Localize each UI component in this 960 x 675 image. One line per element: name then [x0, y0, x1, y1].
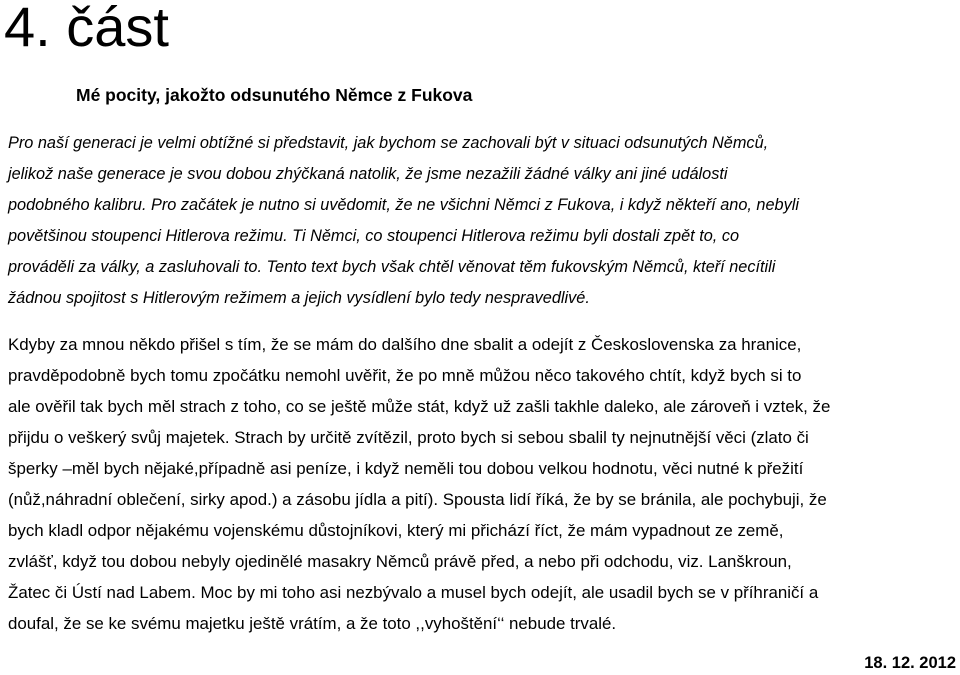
paragraph-line: jelikož naše generace je svou dobou zhýčkaná natolik, že jsme nezažili žádné války ani jiné události	[8, 165, 728, 183]
paragraph-line: Kdyby za mnou někdo přišel s tím, že se mám do dalšího dne sbalit a odejít z Československa za hranice,	[8, 335, 802, 354]
paragraph-line: zvlášť, když tou dobou nebyly ojedinělé masakry Němců právě před, a nebo při odchodu, viz. Lanškroun,	[8, 552, 792, 571]
paragraph-line: doufal, že se ke svému majetku ještě vrátím, a že toto ,,vyhoštění‘‘ nebude trvalé.	[8, 614, 617, 633]
paragraph-line: ale ověřil tak bych měl strach z toho, co se ještě může stát, když už zašli takhle daleko, ale zároveň i vztek, že	[8, 397, 831, 416]
paragraph-line: Pro naší generaci je velmi obtížné si představit, jak bychom se zachovali být v situaci odsunutých Němců,	[8, 134, 769, 152]
paragraph-line: bych kladl odpor nějakému vojenskému důstojníkovi, který mi přichází říct, že mám vypadnout ze země,	[8, 521, 784, 540]
document-date: 18. 12. 2012	[864, 654, 956, 672]
paragraph-line: Žatec či Ústí nad Labem. Moc by mi toho asi nezbývalo a musel bych odejít, ale usadil bych se v příhraničí a	[8, 583, 819, 602]
intro-paragraph	[8, 128, 799, 314]
paragraph-line: prováděli za války, a zasluhovali to. Tento text bych však chtěl věnovat těm fukovským Němců, kteří necítili	[8, 258, 776, 276]
page-title: 4. část	[4, 0, 169, 58]
body-paragraph	[8, 329, 830, 639]
essay-subtitle: Mé pocity, jakožto odsunutého Němce z Fukova	[76, 85, 473, 105]
paragraph-line: žádnou spojitost s Hitlerovým režimem a jejich vysídlení bylo tedy nespravedlivé.	[8, 289, 590, 307]
paragraph-line: šperky –měl bych nějaké,případně asi peníze, i když neměli tou dobou velkou hodnotu, věci nutné k přežití	[8, 459, 804, 478]
paragraph-line: (nůž,náhradní oblečení, sirky apod.) a zásobu jídla a pití). Spousta lidí říká, že by se bránila, ale pochybuji, že	[8, 490, 827, 509]
paragraph-line: podobného kalibru. Pro začátek je nutno si uvědomit, že ne všichni Němci z Fukova, i když někteří ano, nebyli	[8, 196, 799, 214]
paragraph-line: pravděpodobně bych tomu zpočátku nemohl uvěřit, že po mně můžou něco takového chtít, když bych si to	[8, 366, 802, 385]
paragraph-line: přijdu o veškerý svůj majetek. Strach by určitě zvítězil, proto bych si sebou sbalil ty nejnutnější věci (zlato či	[8, 428, 809, 447]
paragraph-line: povětšinou stoupenci Hitlerova režimu. Ti Němci, co stoupenci Hitlerova režimu byli dostali zpět to, co	[8, 227, 740, 245]
